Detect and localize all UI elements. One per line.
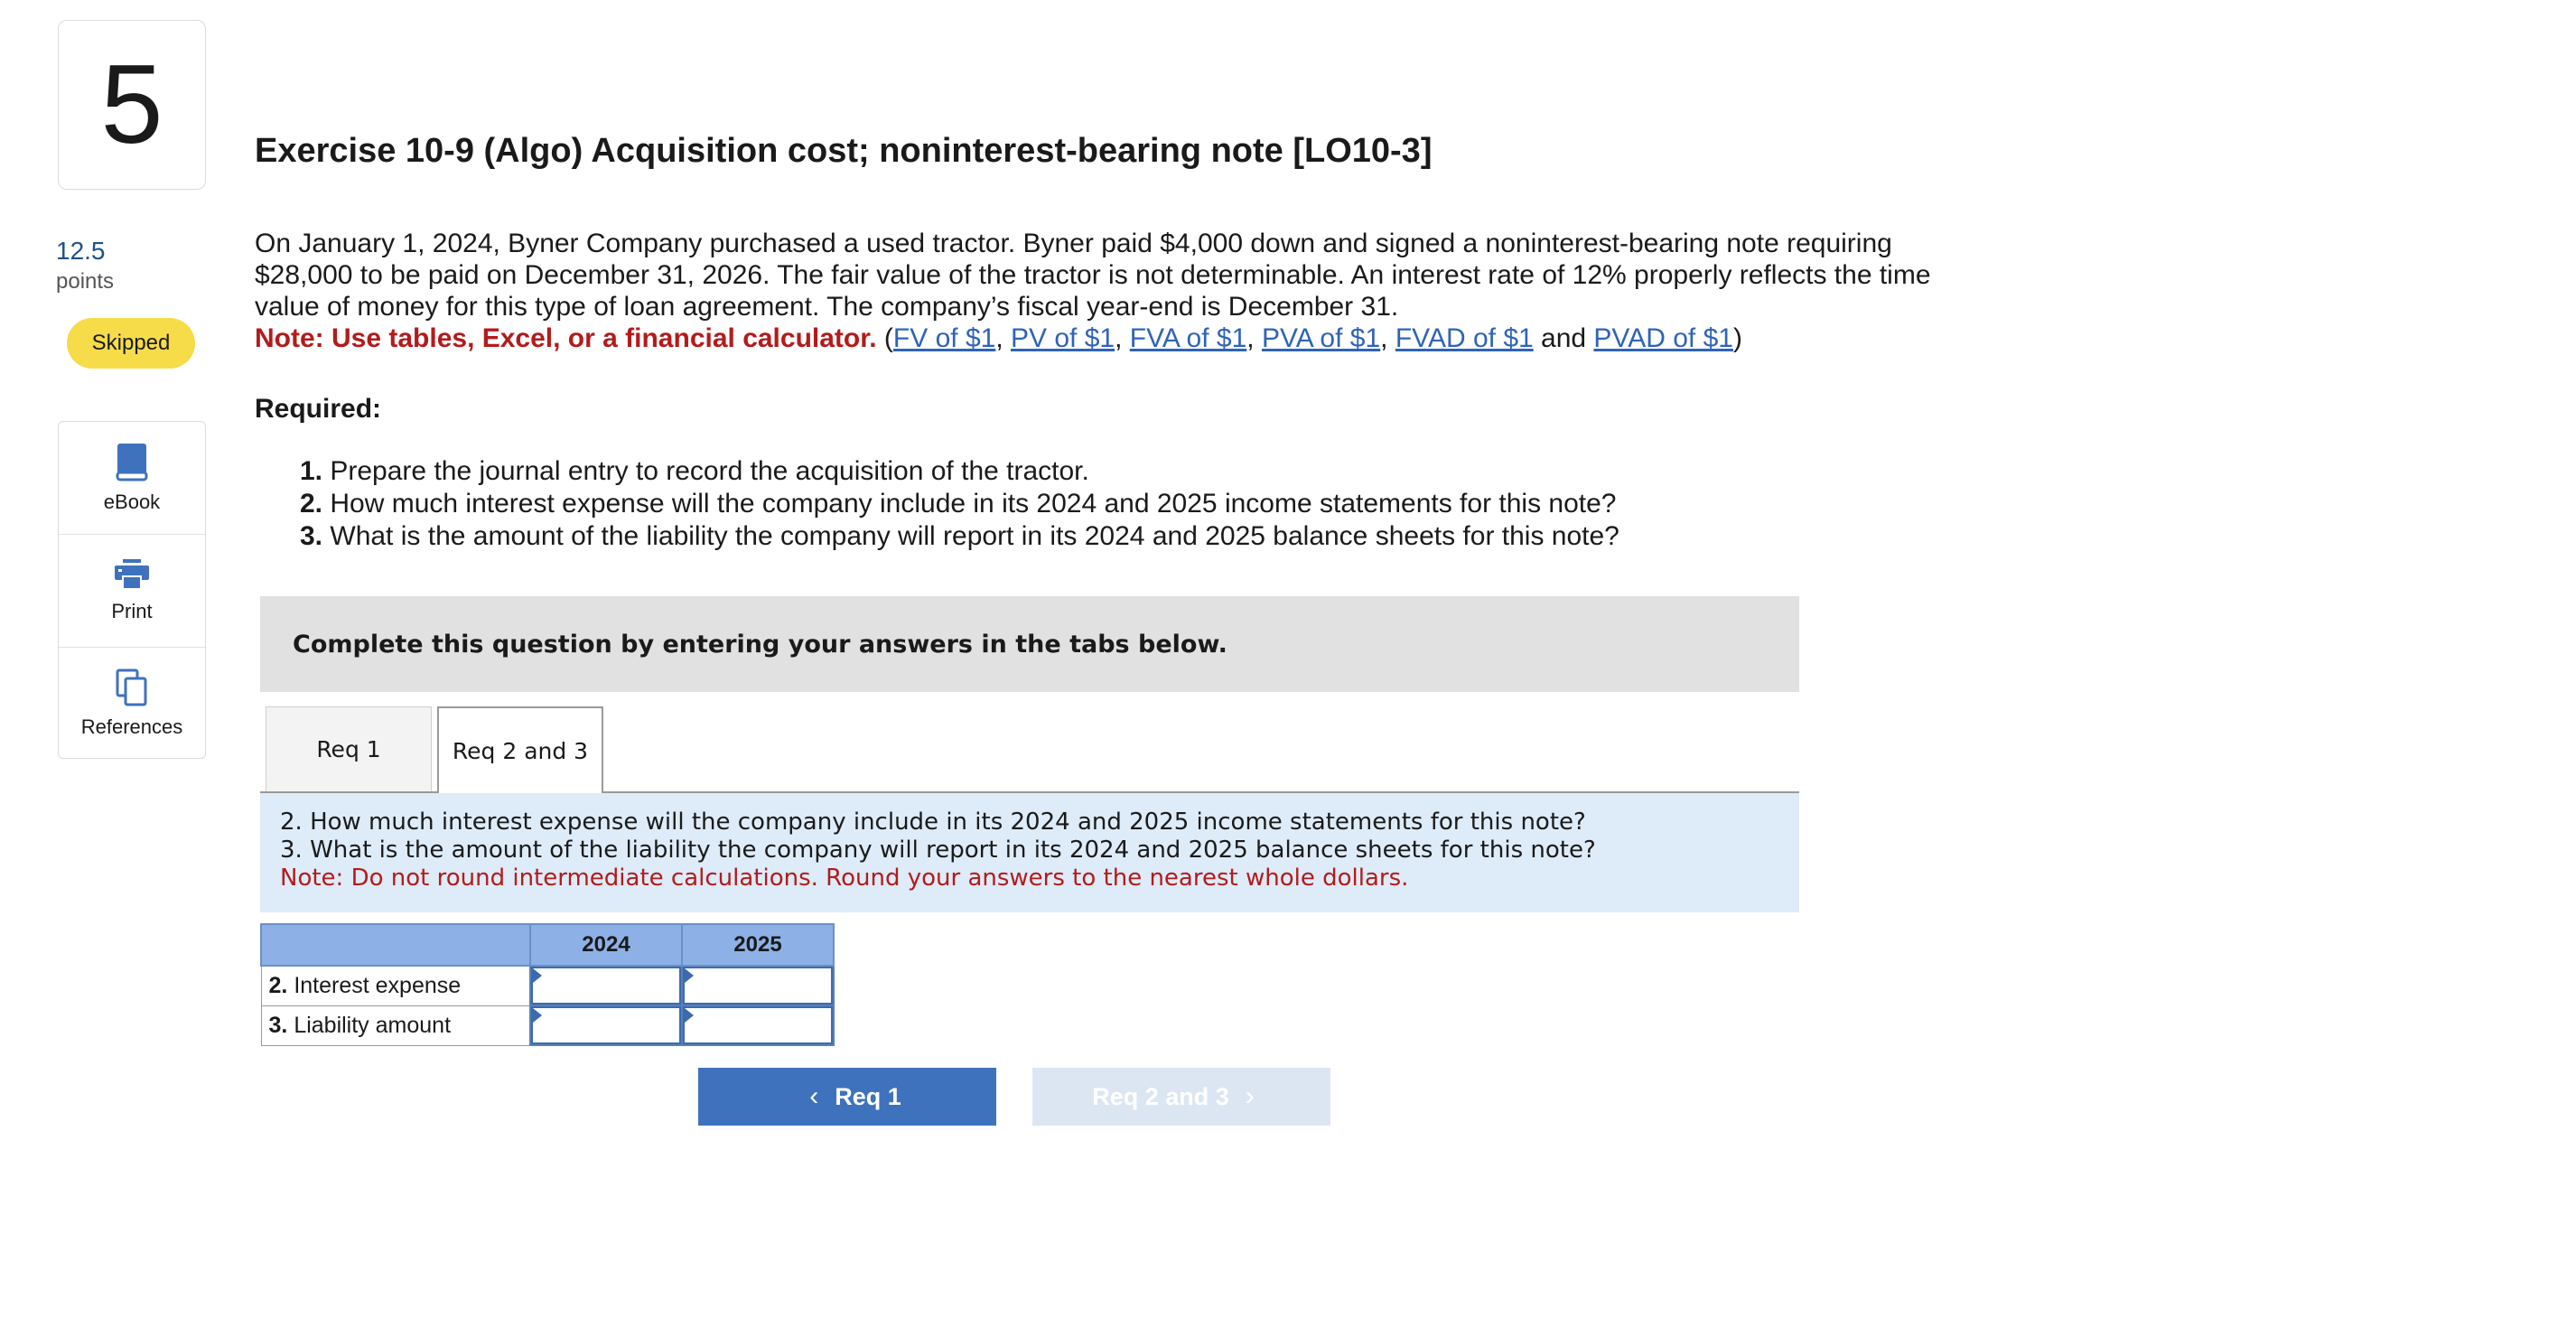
table-row [261,1005,834,1045]
calculator-note: Note: Use tables, Excel, or a financial calculator. [255,323,877,353]
instructions-banner [260,596,1799,692]
instructions-text: Complete this question by entering your answers in the tabs below. [293,630,1227,659]
fva-link[interactable]: FVA of $1 [1129,323,1247,353]
requirement-item: 3. What is the amount of the liability the company will report in its 2024 and 2025 balance sheets for this note? [300,521,1619,551]
references-button[interactable] [59,648,205,760]
liability-2025-cell [682,1005,834,1045]
table-row [261,966,834,1005]
cell-flag-icon [685,968,694,983]
interest-expense-2025-cell [682,966,834,1005]
row-label-liability-amount: 3. Liability amount [261,1005,530,1045]
liability-2025-input[interactable] [683,1006,833,1044]
cell-flag-icon [533,968,542,983]
panel-question-3: 3. What is the amount of the liability the company will report in its 2024 and 2025 balance sheets for this note? [280,837,1596,864]
tab-req-2-and-3[interactable]: Req 2 and 3 [437,706,603,793]
answer-table [260,923,835,1046]
question-number-box [58,20,206,190]
liability-2024-input[interactable] [531,1006,681,1044]
table-header-row [261,924,834,966]
tab-question-panel [260,793,1799,912]
chevron-left-icon: ‹ [809,1081,819,1111]
next-req-label: Req 2 and 3 [1092,1082,1229,1110]
panel-question-2: 2. How much interest expense will the company include in its 2024 and 2025 income statements for this note? [280,809,1586,836]
next-req-button[interactable] [1032,1068,1330,1126]
fvad-link[interactable]: FVAD of $1 [1395,323,1534,353]
rounding-note: Note: Do not round intermediate calculations. Round your answers to the nearest whole dollars. [280,865,1409,892]
row-label-interest-expense: 2. Interest expense [261,966,530,1005]
references-label: References [80,715,183,738]
points-label: points [56,269,115,294]
print-button[interactable] [59,535,205,648]
book-icon [116,442,148,481]
interest-expense-2025-input[interactable] [683,967,833,1005]
exercise-title: Exercise 10-9 (Algo) Acquisition cost; noninterest-bearing note [LO10-3] [255,132,1433,170]
interest-expense-2024-cell [530,966,682,1005]
pv-link[interactable]: PV of $1 [1011,323,1115,353]
pva-link[interactable]: PVA of $1 [1261,323,1381,353]
fv-link[interactable]: FV of $1 [892,323,996,353]
question-number: 5 [100,42,163,167]
print-label: Print [111,600,153,622]
problem-statement [255,228,1971,354]
table-links-line: Note: Use tables, Excel, or a financial calculator. (FV of $1, PV of $1, FVA of $1, PVA of $1, FVAD of $1 and PVAD of $1) [255,323,1742,353]
cell-flag-icon [685,1008,694,1023]
ebook-label: eBook [103,491,161,513]
liability-2024-cell [530,1005,682,1045]
requirements-list [300,455,1619,553]
requirement-item: 2. How much interest expense will the company include in its 2024 and 2025 income statements for this note? [300,489,1617,519]
header-blank-cell [261,924,530,966]
column-header-2025: 2025 [682,924,834,966]
prev-req-button[interactable] [698,1068,996,1126]
ebook-button[interactable] [59,422,205,535]
problem-paragraph: On January 1, 2024, Byner Company purchased a used tractor. Byner paid $4,000 down and signed a noninterest-bearing note requiring $28,000 to be paid on December 31, 2026. The fair value of the tractor is not determinable. An interest rate of 12% properly reflects the time value of money for this type of loan agreement. The company’s fiscal year-end is December 31. [255,229,1931,322]
required-heading: Required: [255,394,382,424]
pvad-link[interactable]: PVAD of $1 [1593,323,1733,353]
tab-req-1[interactable]: Req 1 [266,706,432,791]
prev-req-label: Req 1 [835,1082,901,1110]
column-header-2024: 2024 [530,924,682,966]
interest-expense-2024-input[interactable] [531,967,681,1005]
points-value: 12.5 [56,237,106,265]
chevron-right-icon: › [1245,1081,1255,1111]
tool-panel [58,421,206,759]
requirement-item: 1. Prepare the journal entry to record the acquisition of the tractor. [300,456,1089,486]
printer-icon [114,558,150,591]
copy-icon [116,668,148,706]
status-badge: Skipped [67,318,195,369]
cell-flag-icon [533,1008,542,1023]
